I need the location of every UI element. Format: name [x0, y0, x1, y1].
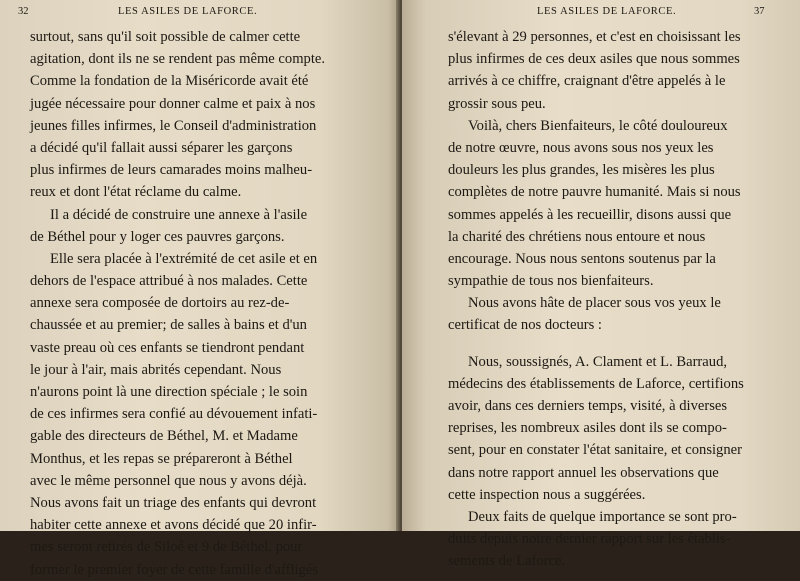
left-page [0, 0, 400, 578]
text-line: s'élevant à 29 personnes, et c'est en choisissant les [448, 29, 741, 45]
left-page-body-text [30, 26, 368, 581]
text-line: chaussée et au premier; de salles à bains et d'un [30, 317, 307, 334]
text-line: de ces infirmes sera confié au dévouement infati- [30, 406, 318, 423]
text-line: sements de Laforce. [448, 553, 566, 570]
text-line: plus infirmes de ces deux asiles que nous sommes [448, 51, 740, 68]
text-line: sympathie de tous nos bienfaiteurs. [448, 273, 654, 290]
text-line: former le premier foyer de cette famille d'affligés [30, 561, 319, 578]
text-line: avec le même personnel que nous y avons déjà. [30, 472, 307, 489]
text-line: duits depuis notre dernier rapport sur les établis- [448, 531, 731, 548]
text-line: jugée nécessaire pour donner calme et paix à nos [30, 95, 316, 112]
text-line: Nous avons hâte de placer sous vos yeux le [468, 295, 721, 312]
page-number: 32 [18, 6, 29, 17]
text-line: certificat de nos docteurs : [448, 317, 602, 334]
text-line: a décidé qu'il fallait aussi séparer les garçons [30, 139, 293, 156]
text-line: douleurs les plus grandes, les misères les plus [448, 162, 715, 179]
text-line: surtout, sans qu'il soit possible de calmer cette [30, 29, 301, 45]
running-head: LES ASILES DE LAFORCE. [537, 6, 677, 17]
text-line: n'aurons point là une direction spéciale ; le soin [30, 384, 308, 400]
text-line: médecins des établissements de Laforce, certifions [448, 375, 744, 392]
text-line: annexe sera composée de dortoirs au rez-de- [30, 295, 290, 312]
text-line: Elle sera placée à l'extrémité de cet asile et en [50, 250, 318, 267]
text-line: Nous, soussignés, A. Clament et L. Barraud, [468, 353, 728, 370]
text-line: reprises, les nombreux asiles dont ils se compo- [448, 420, 727, 437]
text-line: plus infirmes de leurs camarades moins malheu- [30, 162, 313, 179]
text-line: gable des directeurs de Béthel, M. et Madame [30, 428, 298, 445]
text-line: Deux faits de quelque importance se sont pro- [468, 508, 737, 525]
text-line: de notre œuvre, nous avons sous nos yeux les [448, 139, 714, 156]
text-line: jeunes filles infirmes, le Conseil d'administration [30, 117, 317, 134]
text-line: Comme la fondation de la Miséricorde avait été [30, 73, 309, 90]
text-line: encourage. Nous nous sentons soutenus par la [448, 250, 716, 267]
text-line: sommes appelés à les recueillir, disons aussi que [448, 206, 732, 223]
text-line: avoir, dans ces derniers temps, visité, à diverses [448, 398, 728, 414]
text-line: de Béthel pour y loger ces pauvres garçons. [30, 228, 285, 245]
running-head: LES ASILES DE LAFORCE. [118, 6, 258, 17]
text-line: Voilà, chers Bienfaiteurs, le côté douloureux [468, 117, 728, 134]
text-line: dehors de l'espace attribué à nos malades. Cette [30, 273, 308, 290]
text-line: la charité des chrétiens nous entoure et nous [448, 228, 706, 245]
text-line: Il a décidé de construire une annexe à l'asile [50, 206, 308, 223]
text-line: arrivés à ce chiffre, craignant d'être appelés à le [448, 73, 726, 90]
text-line: Monthus, et les repas se prépareront à Béthel [30, 450, 293, 467]
text-line: agitation, dont ils ne se rendent pas même compte. [30, 51, 326, 68]
text-line: grossir sous peu. [448, 95, 546, 112]
text-line: le jour à l'air, mais abrités cependant. Nous [30, 361, 282, 378]
right-page-body-text [448, 26, 774, 573]
text-line: Nous avons fait un triage des enfants qui devront [30, 494, 317, 511]
text-line: dans notre rapport annuel les observations que [448, 464, 719, 481]
page-number: 37 [754, 6, 765, 17]
text-line: mes seront retirés de Siloé et 9 de Béthel, pour [30, 539, 303, 556]
text-line: habiter cette annexe et avons décidé que 20 infir- [30, 517, 317, 534]
text-line: reux et dont l'état réclame du calme. [30, 184, 242, 201]
text-line: sent, pour en constater l'état sanitaire, et consigner [448, 442, 742, 459]
text-line: complètes de notre pauvre humanité. Mais si nous [448, 184, 741, 201]
text-line: vaste preau où ces enfants se tiendront pendant [30, 339, 305, 356]
right-page [402, 0, 800, 570]
text-line: cette inspection nous a suggérées. [448, 486, 646, 503]
